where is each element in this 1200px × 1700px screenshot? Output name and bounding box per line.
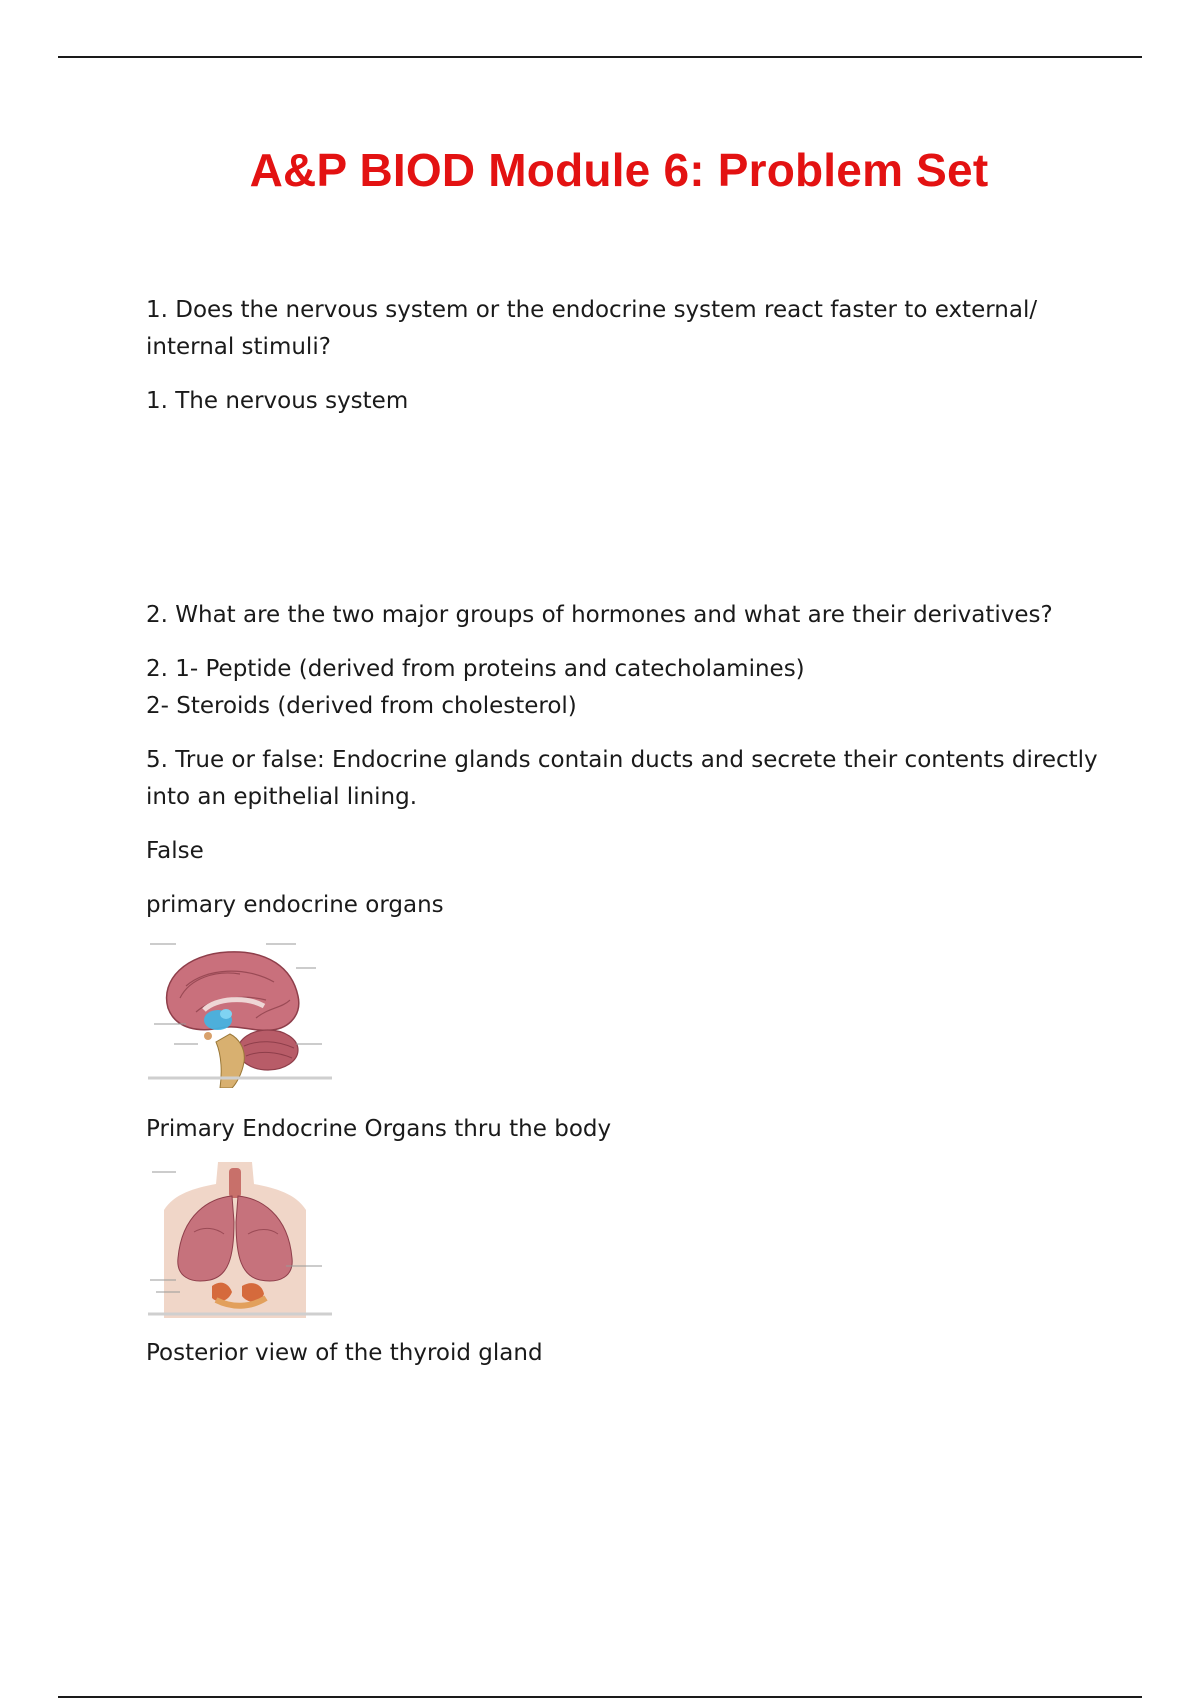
answer-2-line-2: 2- Steroids (derived from cholesterol) xyxy=(146,693,577,719)
brain-sagittal-figure xyxy=(146,938,332,1088)
answer-1: 1. The nervous system xyxy=(146,388,409,414)
torso-organs-figure xyxy=(146,1162,332,1318)
question-1-line-1: 1. Does the nervous system or the endocrine system react faster to external/ xyxy=(146,297,1038,323)
question-5 xyxy=(146,742,1106,816)
page-title: A&P BIOD Module 6: Problem Set xyxy=(249,144,989,196)
figure-2-caption: Primary Endocrine Organs thru the body xyxy=(146,1116,612,1142)
bottom-rule xyxy=(58,1696,1142,1698)
answer-5: False xyxy=(146,838,204,864)
figure-1-caption: primary endocrine organs xyxy=(146,892,444,918)
question-5-line-1: 5. True or false: Endocrine glands contain ducts and secrete their contents directly xyxy=(146,747,1098,773)
answer-2-line-1: 2. 1- Peptide (derived from proteins and catecholamines) xyxy=(146,656,805,682)
question-2: 2. What are the two major groups of hormones and what are their derivatives? xyxy=(146,602,1053,628)
question-1-line-2: internal stimuli? xyxy=(146,334,331,360)
figure-3-caption: Posterior view of the thyroid gland xyxy=(146,1340,543,1366)
answer-2 xyxy=(146,651,1106,725)
question-1 xyxy=(146,292,1106,366)
question-5-line-2: into an epithelial lining. xyxy=(146,784,418,810)
top-rule xyxy=(58,56,1142,58)
